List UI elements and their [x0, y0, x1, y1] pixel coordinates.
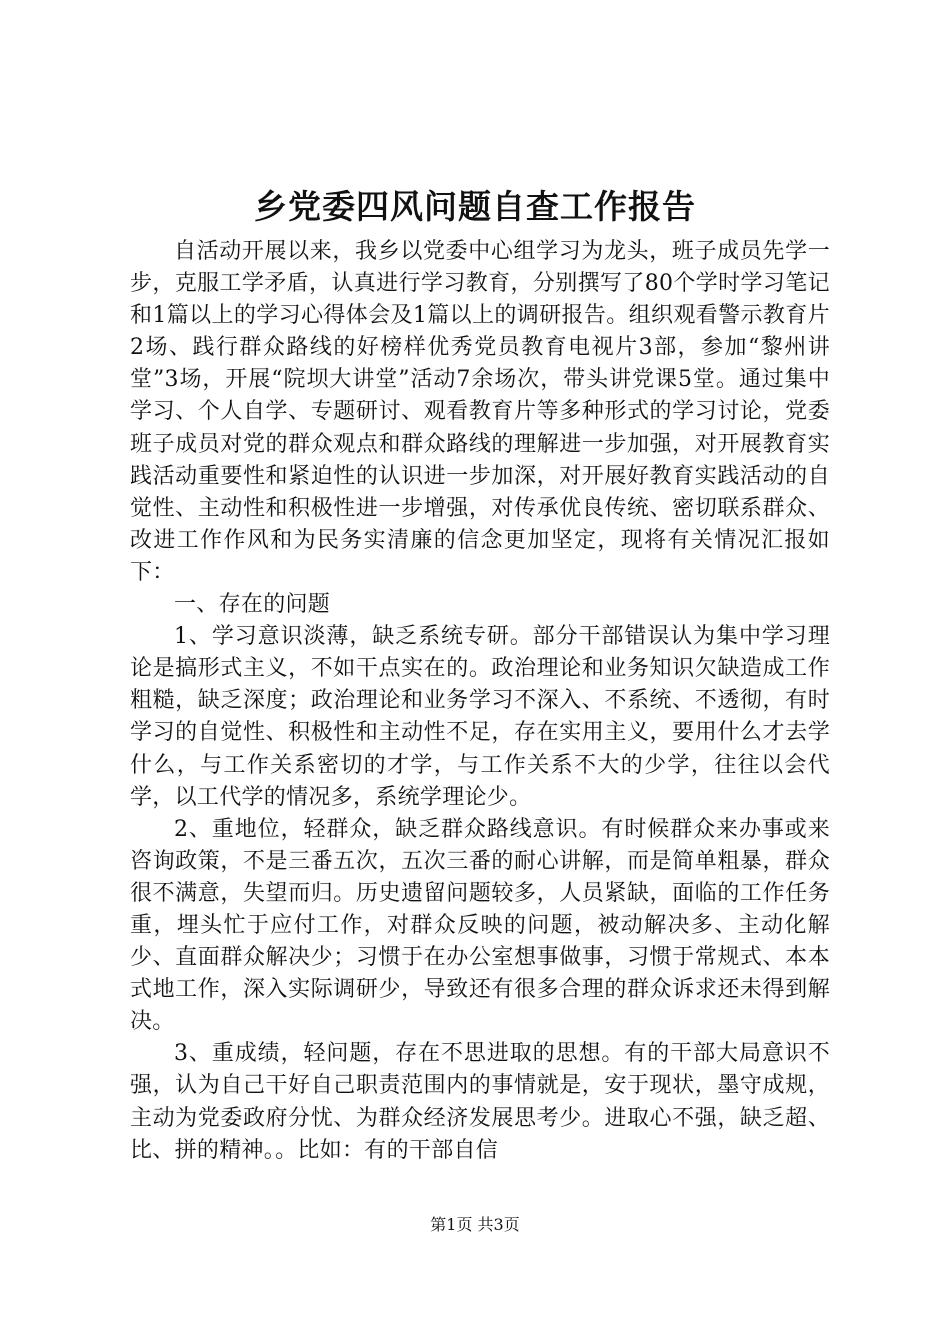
paragraph-item-2: 2、重地位，轻群众，缺乏群众路线意识。有时候群众来办事或来咨询政策，不是三番五次，五次三番的耐心讲解，而是简单粗暴，群众很不满意，失望而归。历史遗留问题较多，人员紧缺，面临的工作任务重，埋头忙于应付工作，对群众反映的问题，被动解决多、主动化解少、直面群众解决少；习惯于在办公室想事做事，习惯于常规式、本本式地工作，深入实际调研少，导致还有很多合理的群众诉求还未得到解决。 — [130, 816, 830, 1035]
document-title: 乡党委四风问题自查工作报告 — [254, 187, 696, 226]
page-number-footer: 第1页 共3页 — [430, 1215, 520, 1234]
document-body — [130, 236, 830, 1167]
paragraph-item-3: 3、重成绩，轻问题，存在不思进取的思想。有的干部大局意识不强，认为自己干好自己职责范围内的事情就是，安于现状，墨守成规，主动为党委政府分忧、为群众经济发展思考少。进取心不强，缺乏超、比、拼的精神。。比如：有的干部自信 — [130, 1041, 830, 1163]
section-heading-problems: 一、存在的问题 — [174, 592, 331, 618]
paragraph-intro: 自活动开展以来，我乡以党委中心组学习为龙头，班子成员先学一步，克服工学矛盾，认真进行学习教育，分别撰写了80个学时学习笔记和1篇以上的学习心得体会及1篇以上的调研报告。组织观看警示教育片2场、践行群众路线的好榜样优秀党员教育电视片3部，参加“黎州讲堂”3场，开展“院坝大讲堂”活动7余场次，带头讲党课5堂。通过集中学习、个人自学、专题研讨、观看教育片等多种形式的学习讨论，党委班子成员对党的群众观点和群众路线的理解进一步加强，对开展教育实践活动重要性和紧迫性的认识进一步加深，对开展好教育实践活动的自觉性、主动性和积极性进一步增强，对传承优良传统、密切联系群众、改进工作作风和为民务实清廉的信念更加坚定，现将有关情况汇报如下： — [130, 239, 830, 585]
paragraph-item-1: 1、学习意识淡薄，缺乏系统专研。部分干部错误认为集中学习理论是搞形式主义，不如干点实在的。政治理论和业务知识欠缺造成工作粗糙，缺乏深度；政治理论和业务学习不深入、不系统、不透彻，有时学习的自觉性、积极性和主动性不足，存在实用主义，要用什么才去学什么，与工作关系密切的才学，与工作关系不大的少学，往往以会代学，以工代学的情况多，系统学理论少。 — [130, 624, 830, 810]
